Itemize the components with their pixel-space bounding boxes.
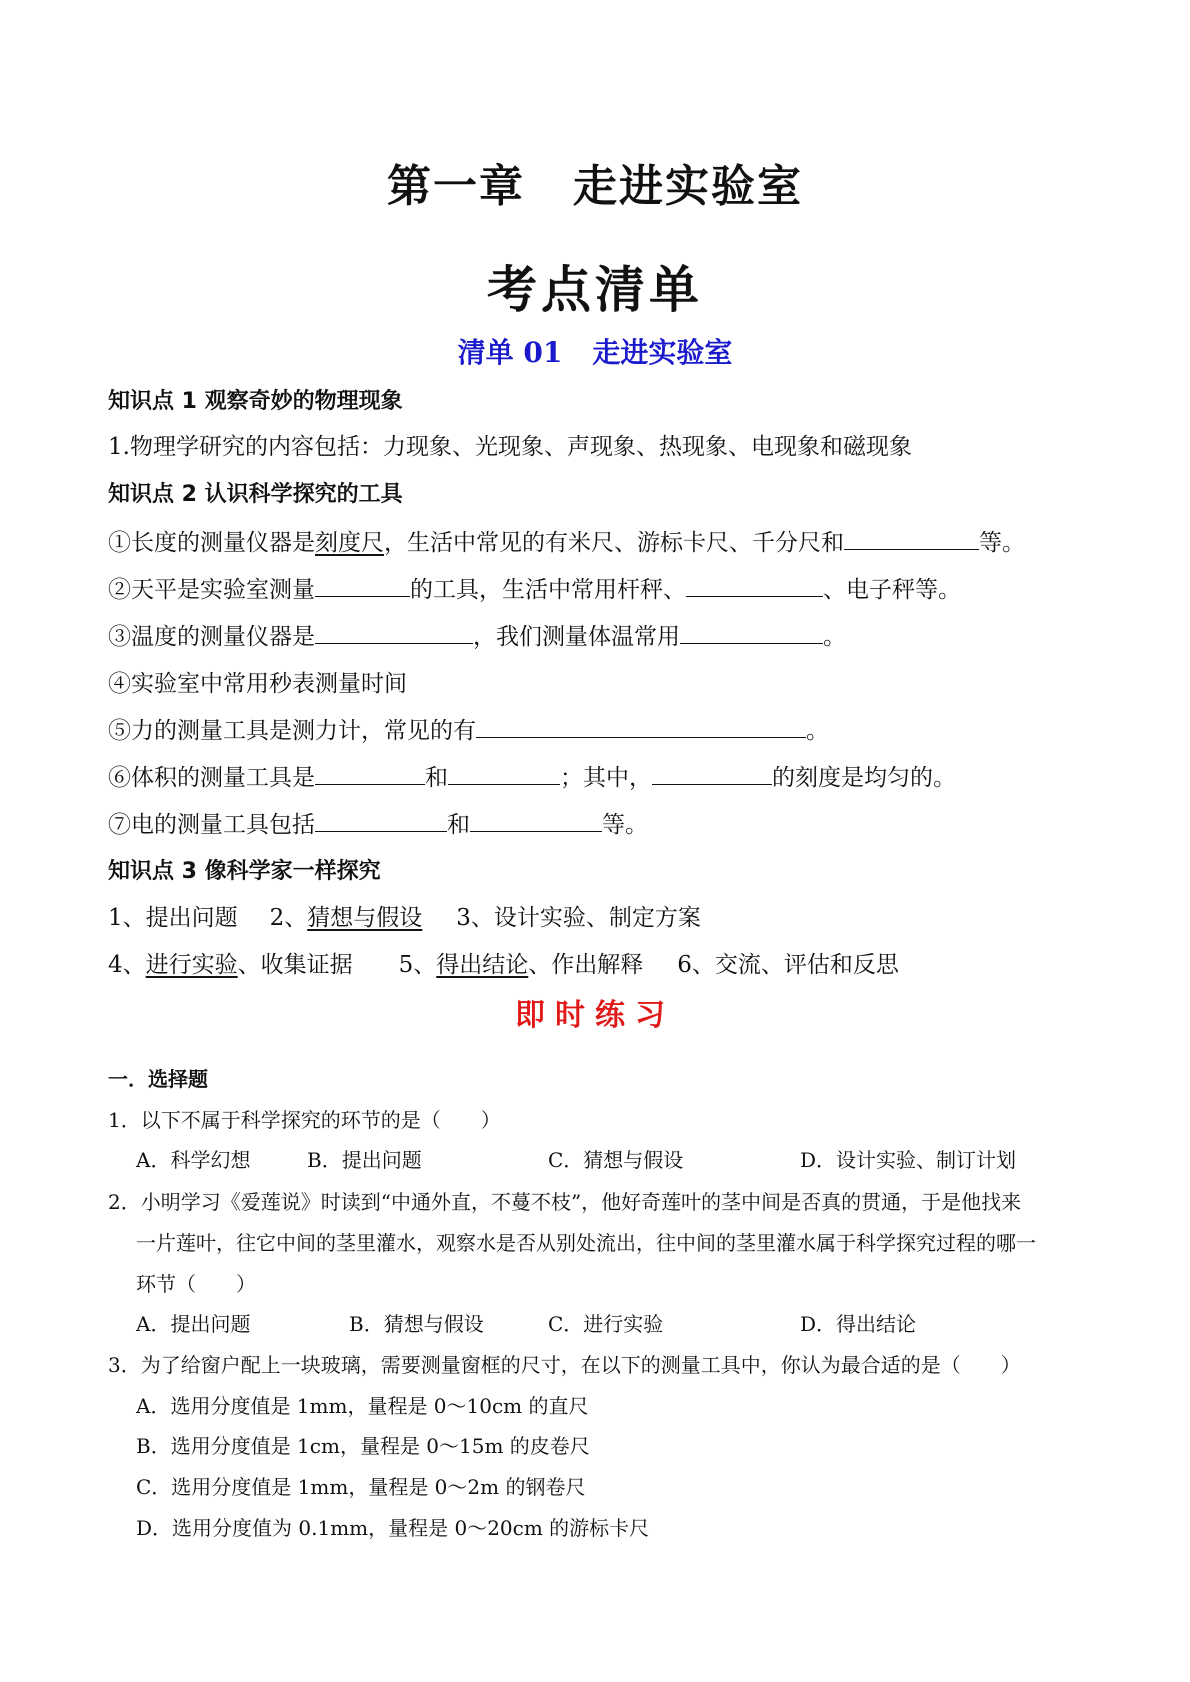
kp1-heading: 知识点 1 观察奇妙的物理现象 (108, 389, 403, 414)
kp2-line-2: ②天平是实验室测量 的工具，生活中常用杆秤、 、电子秤等。 (108, 571, 961, 604)
question-2-cont-2: 环节（ ） (136, 1272, 256, 1296)
fill-blank (315, 574, 410, 597)
q2-option-b: B．猜想与假设 (349, 1312, 484, 1336)
q2-option-a: A．提出问题 (136, 1312, 251, 1336)
kp2-line-3: ③温度的测量仪器是 ，我们测量体温常用 。 (108, 618, 846, 651)
question-2: 2．小明学习《爱莲说》时读到“中通外直，不蔓不枝”，他好奇莲叶的茎中间是否真的贯通，于是他找来 (108, 1190, 1022, 1214)
chapter-number: 第一章 (387, 161, 525, 212)
q1-option-d: D．设计实验、制订计划 (800, 1148, 1017, 1172)
fill-blank (470, 809, 602, 832)
kp3-heading: 知识点 3 像科学家一样探究 (108, 859, 381, 884)
q3-option-c: C．选用分度值是 1mm，量程是 0～2m 的钢卷尺 (136, 1475, 586, 1499)
list-title (0, 331, 1190, 371)
list-number: 清单 01 (457, 336, 563, 369)
q1-option-b: B．提出问题 (307, 1148, 422, 1172)
chapter-name: 走进实验室 (573, 161, 803, 212)
fill-blank (315, 621, 473, 644)
q3-option-b: B．选用分度值是 1cm，量程是 0～15m 的皮卷尺 (136, 1434, 590, 1458)
fill-blank (315, 809, 447, 832)
kp2-line-4: ④实验室中常用秒表测量时间 (108, 671, 407, 697)
fill-blank (844, 527, 979, 550)
kp1-line: 1.物理学研究的内容包括：力现象、光现象、声现象、热现象、电现象和磁现象 (108, 434, 912, 460)
list-name: 走进实验室 (592, 336, 733, 369)
kp2-line-5: ⑤力的测量工具是测力计，常见的有 。 (108, 712, 829, 745)
fill-blank (448, 762, 560, 785)
q1-option-c: C．猜想与假设 (548, 1148, 684, 1172)
q2-option-c: C．进行实验 (548, 1312, 664, 1336)
question-1: 1．以下不属于科学探究的环节的是（ ） (108, 1108, 501, 1132)
q3-option-d: D．选用分度值为 0.1mm，量程是 0～20cm 的游标卡尺 (136, 1516, 650, 1540)
question-2-cont-1: 一片莲叶，往它中间的茎里灌水，观察水是否从别处流出，往中间的茎里灌水属于科学探究过程的哪一 (136, 1231, 1036, 1255)
q3-option-a: A．选用分度值是 1mm，量程是 0～10cm 的直尺 (136, 1394, 589, 1418)
q2-option-d: D．得出结论 (800, 1312, 917, 1336)
question-section-heading: 一．选择题 (108, 1067, 208, 1091)
fill-blank (315, 762, 425, 785)
kp2-line-7: ⑦电的测量工具包括 和 等。 (108, 806, 648, 839)
fill-blank (680, 621, 823, 644)
underlined-answer: 刻度尺 (315, 530, 384, 556)
fill-blank (652, 762, 772, 785)
fill-blank (686, 574, 823, 597)
fill-blank (476, 715, 806, 738)
kp2-line-6: ⑥体积的测量工具是 和 ；其中， 的刻度是均匀的。 (108, 759, 956, 792)
practice-title: 即时练习 (515, 998, 675, 1033)
chapter-title (0, 150, 1190, 214)
kp2-heading: 知识点 2 认识科学探究的工具 (108, 482, 403, 507)
kp3-steps-row-1: 1、提出问题 2、猜想与假设 3、设计实验、制定方案 (108, 905, 701, 931)
q1-option-a: A．科学幻想 (136, 1148, 251, 1172)
kp3-steps-row-2: 4、进行实验、收集证据 5、得出结论、作出解释 6、交流、评估和反思 (108, 952, 899, 978)
kp2-line-1: ①长度的测量仪器是刻度尺，生活中常见的有米尺、游标卡尺、千分尺和 等。 (108, 524, 1025, 557)
section-title: 考点清单 (487, 260, 703, 319)
question-3: 3．为了给窗户配上一块玻璃，需要测量窗框的尺寸，在以下的测量工具中，你认为最合适的是（ ） (108, 1353, 1021, 1377)
